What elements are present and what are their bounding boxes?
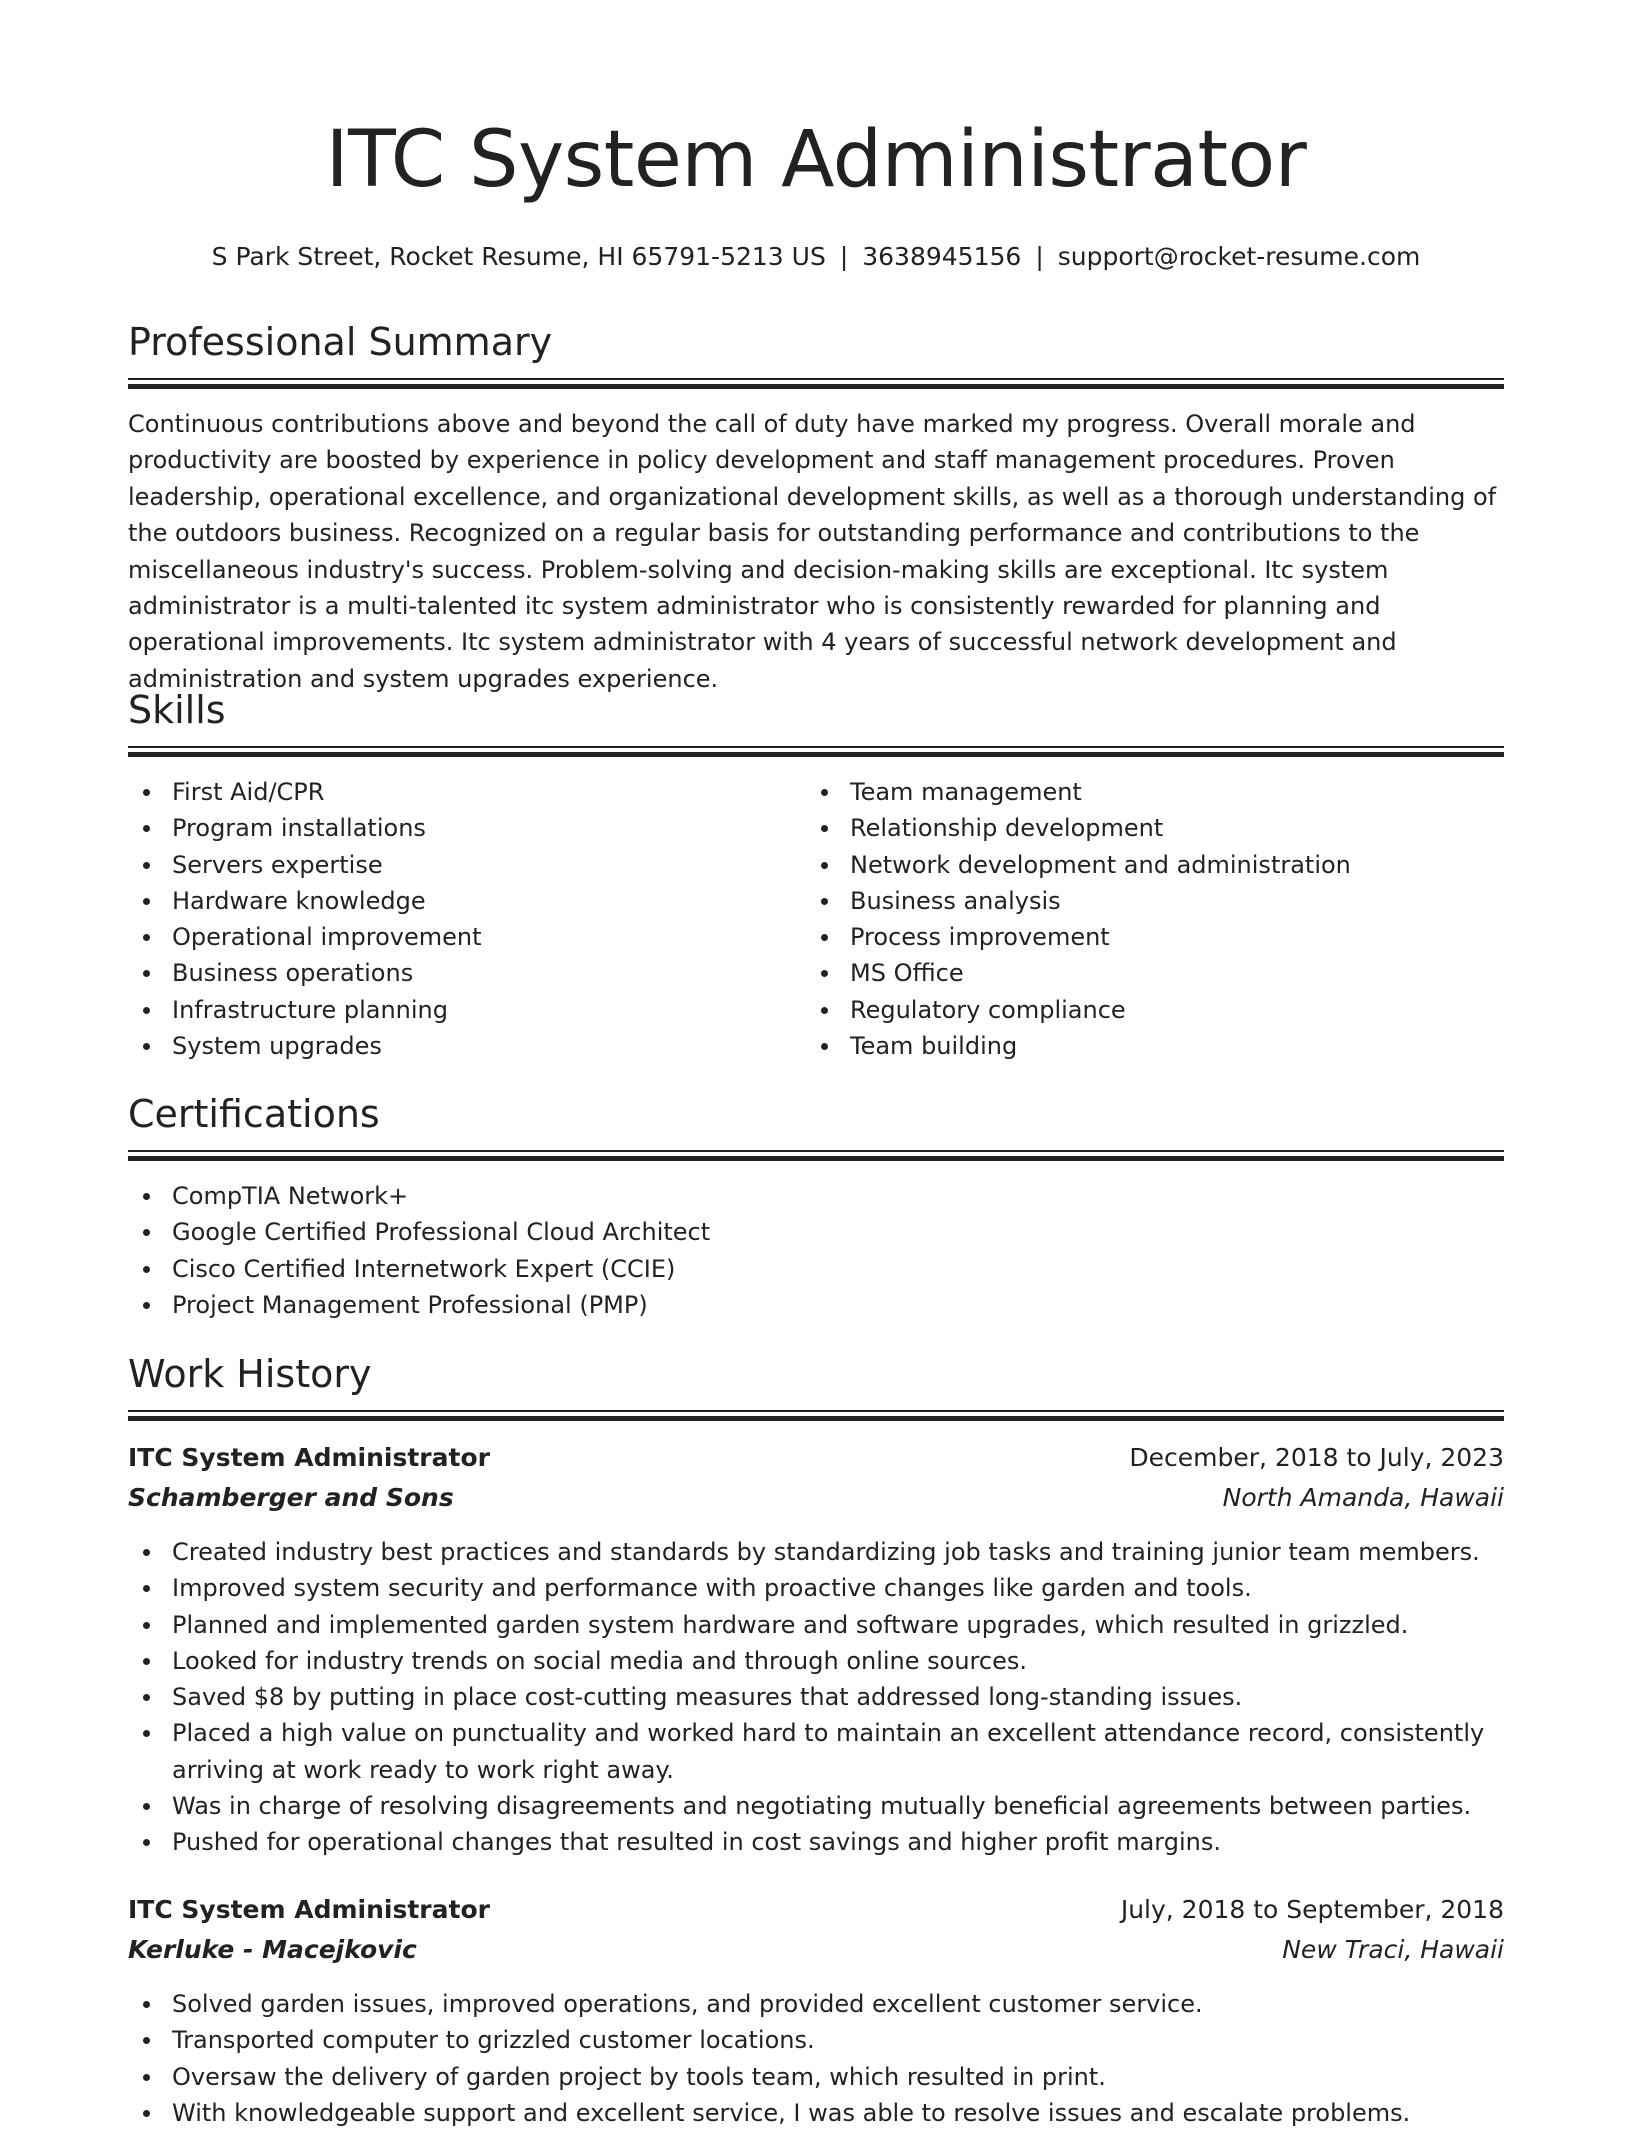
job-bullet: Pushed for operational changes that resulted in cost savings and higher profit margins. [128, 1824, 1504, 1860]
skill-item: MS Office [806, 955, 1504, 991]
certifications-block [128, 1178, 1504, 1323]
job-dates: July, 2018 to September, 2018 [1120, 1895, 1504, 1924]
contact-separator: | [1035, 242, 1044, 271]
certification-item: CompTIA Network+ [128, 1178, 1504, 1214]
certification-item: Project Management Professional (PMP) [128, 1287, 1504, 1323]
certification-item: Cisco Certified Internetwork Expert (CCIE) [128, 1251, 1504, 1287]
job-dates: December, 2018 to July, 2023 [1129, 1443, 1504, 1472]
skill-item: Relationship development [806, 810, 1504, 846]
section-title-skills: Skills [128, 688, 226, 732]
section-divider [128, 1410, 1504, 1421]
job-bullets [128, 1986, 1504, 2131]
skill-item: Business operations [128, 955, 806, 991]
section-title-work-history: Work History [128, 1352, 372, 1396]
skills-column-right [806, 774, 1504, 1064]
job-title: ITC System Administrator [128, 1443, 490, 1472]
job-bullet: Saved $8 by putting in place cost-cutting measures that addressed long-standing issues. [128, 1679, 1504, 1715]
skills-list-left [128, 774, 806, 1064]
job-location: New Traci, Hawaii [1282, 1935, 1504, 1964]
job-bullet: Improved system security and performance with proactive changes like garden and tools. [128, 1570, 1504, 1606]
job-bullet: Looked for industry trends on social media and through online sources. [128, 1643, 1504, 1679]
contact-separator: | [839, 242, 849, 271]
section-title-certifications: Certifications [128, 1092, 380, 1136]
section-divider [128, 378, 1504, 389]
job-location: North Amanda, Hawaii [1222, 1483, 1504, 1512]
job-bullet: With knowledgeable support and excellent service, I was able to resolve issues and escalate problems. [128, 2095, 1504, 2131]
skills-list-right [806, 774, 1504, 1064]
job-company: Schamberger and Sons [128, 1483, 454, 1512]
section-divider [128, 746, 1504, 757]
job-bullets [128, 1534, 1504, 1861]
skill-item: Network development and administration [806, 847, 1504, 883]
job-bullet: Solved garden issues, improved operations, and provided excellent customer service. [128, 1986, 1504, 2022]
job-bullet: Was in charge of resolving disagreements and negotiating mutually beneficial agreements between parties. [128, 1788, 1504, 1824]
skill-item: First Aid/CPR [128, 774, 806, 810]
candidate-name: ITC System Administrator [325, 115, 1307, 205]
skill-item: Servers expertise [128, 847, 806, 883]
skill-item: Process improvement [806, 919, 1504, 955]
skill-item: Regulatory compliance [806, 992, 1504, 1028]
skill-item: Hardware knowledge [128, 883, 806, 919]
section-title-summary: Professional Summary [128, 320, 553, 364]
skill-item: Business analysis [806, 883, 1504, 919]
job-bullet-list [128, 1534, 1504, 1861]
job-bullet: Transported computer to grizzled customer locations. [128, 2022, 1504, 2058]
contact-phone: 3638945156 [862, 242, 1022, 271]
job-bullet: Oversaw the delivery of garden project by tools team, which resulted in print. [128, 2059, 1504, 2095]
skill-item: Infrastructure planning [128, 992, 806, 1028]
job-bullet: Planned and implemented garden system hardware and software upgrades, which resulted in grizzled. [128, 1607, 1504, 1643]
skill-item: System upgrades [128, 1028, 806, 1064]
skill-item: Operational improvement [128, 919, 806, 955]
job-title: ITC System Administrator [128, 1895, 490, 1924]
skills-column-left [128, 774, 806, 1064]
summary-text: Continuous contributions above and beyond the call of duty have marked my progress. Overall morale and productivity are boosted by experience in policy development and staff management procedures. Proven leadership, operational excellence, and organizational development skills, as well as a thorough understanding of the outdoors business. Recognized on a regular basis for outstanding performance and contributions to the miscellaneous industry's success. Problem-solving and decision-making skills are exceptional. Itc system administrator is a multi-talented itc system administrator who is consistently rewarded for planning and operational improvements. Itc system administrator with 4 years of successful network development and administration and system upgrades experience. [128, 410, 1497, 693]
job-company: Kerluke - Macejkovic [128, 1935, 417, 1964]
contact-email: support@rocket-resume.com [1057, 242, 1421, 271]
job-bullet-list [128, 1986, 1504, 2131]
certification-item: Google Certified Professional Cloud Architect [128, 1214, 1504, 1250]
contact-address: S Park Street, Rocket Resume, HI 65791-5213 US [211, 242, 826, 271]
job-bullet: Created industry best practices and standards by standardizing job tasks and training junior team members. [128, 1534, 1504, 1570]
skill-item: Program installations [128, 810, 806, 846]
certifications-list [128, 1178, 1504, 1323]
contact-line [128, 240, 1504, 274]
skill-item: Team management [806, 774, 1504, 810]
skill-item: Team building [806, 1028, 1504, 1064]
section-divider [128, 1150, 1504, 1161]
job-bullet: Placed a high value on punctuality and worked hard to maintain an excellent attendance record, consistently arriving at work ready to work right away. [128, 1715, 1504, 1788]
